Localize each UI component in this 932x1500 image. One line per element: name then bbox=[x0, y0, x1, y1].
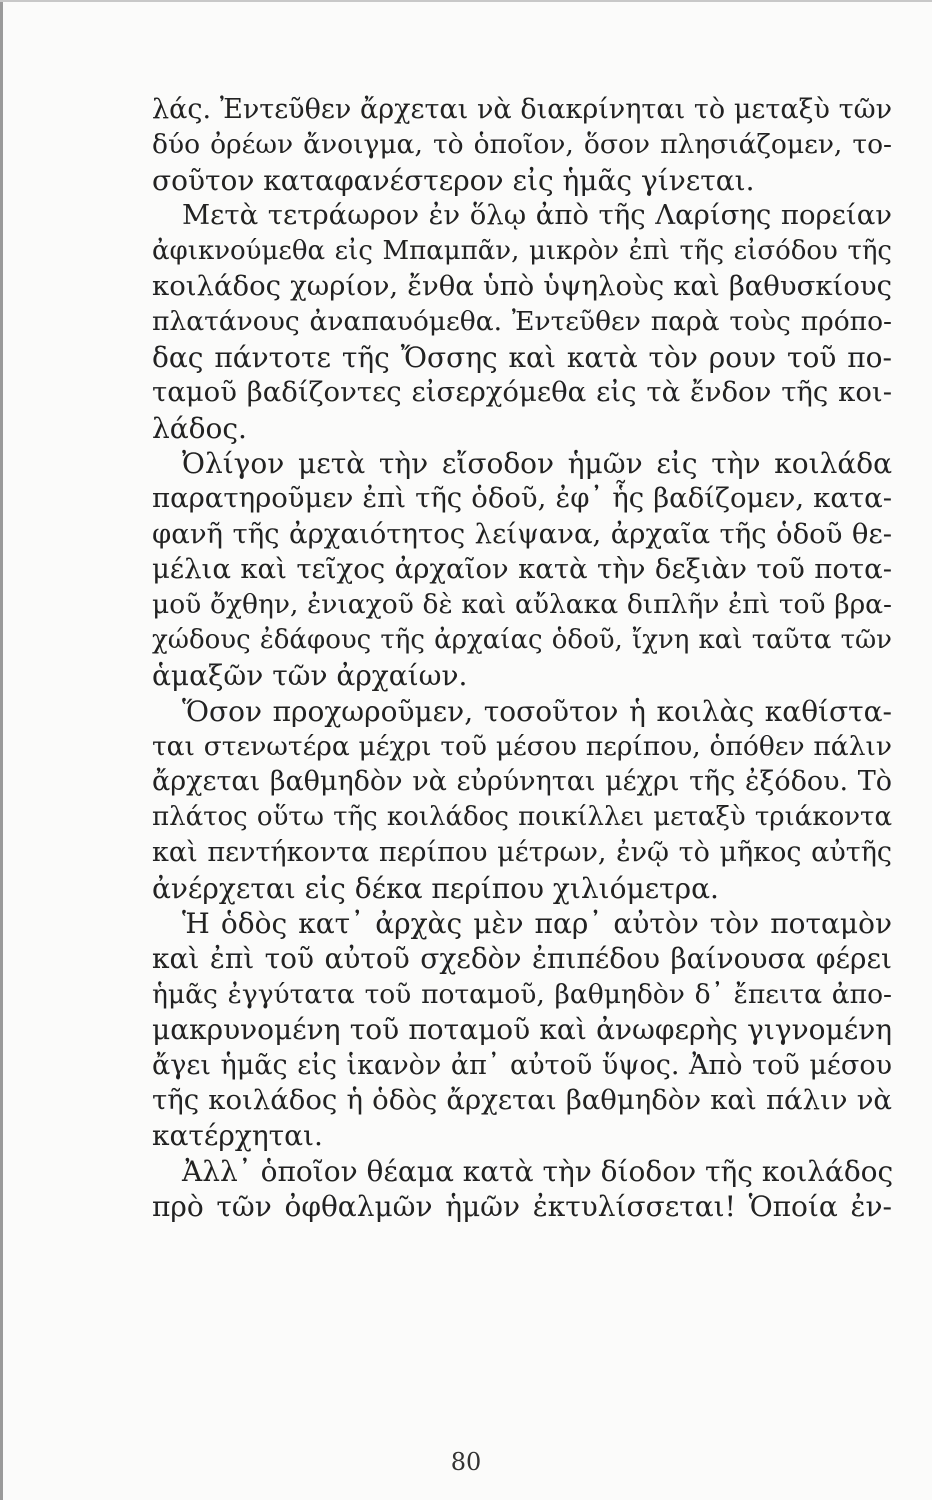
text-line: ἀφικνούμεθα εἰς Μπαμπᾶν, μικρὸν ἐπὶ τῆς εἰσόδου τῆς bbox=[152, 235, 892, 266]
text-line: Ὅσον προχωροῦμεν, τοσοῦτον ἡ κοιλὰς καθίστα- bbox=[182, 694, 892, 728]
text-line: καὶ πεντήκοντα περίπου μέτρων, ἐνῷ τὸ μῆκος αὐτῆς bbox=[152, 837, 892, 869]
text-line: πλατάνους ἀναπαυόμεθα. Ἐντεῦθεν παρὰ τοὺς πρόπο- bbox=[152, 306, 892, 338]
text-line: παρατηροῦμεν ἐπὶ τῆς ὁδοῦ, ἐφ᾽ ἧς βαδίζομεν, κατα- bbox=[152, 482, 892, 515]
text-line: Μετὰ τετράωρον ἐν ὅλῳ ἀπὸ τῆς Λαρίσης πορείαν bbox=[182, 199, 892, 232]
text-line: πρὸ τῶν ὀφθαλμῶν ἡμῶν ἐκτυλίσσεται! Ὁποία ἐν- bbox=[152, 1190, 892, 1224]
page-top-edge bbox=[0, 0, 932, 2]
text-line: καὶ ἐπὶ τοῦ αὐτοῦ σχεδὸν ἐπιπέδου βαίνουσα φέρει bbox=[152, 942, 892, 976]
text-line: δας πάντοτε τῆς Ὄσσης καὶ κατὰ τὸν ρουν τοῦ πο- bbox=[152, 340, 892, 374]
text-line: λάς. Ἐντεῦθεν ἄρχεται νὰ διακρίνηται τὸ μεταξὺ τῶν bbox=[152, 94, 892, 125]
text-line: κατέρχηται. bbox=[152, 1119, 323, 1153]
text-line: δύο ὀρέων ἄνοιγμα, τὸ ὁποῖον, ὅσον πλησιάζομεν, το- bbox=[152, 129, 892, 161]
text-line: ἄρχεται βαθμηδὸν νὰ εὐρύνηται μέχρι τῆς ἐξόδου. Τὸ bbox=[152, 766, 892, 798]
text-line: Ἀλλ᾽ ὁποῖον θέαμα κατὰ τὴν δίοδον τῆς κοιλάδος bbox=[182, 1154, 894, 1188]
text-line: ταμοῦ βαδίζοντες εἰσερχόμεθα εἰς τὰ ἔνδον τῆς κοι- bbox=[152, 376, 892, 409]
text-line: ἀνέρχεται εἰς δέκα περίπου χιλιόμετρα. bbox=[152, 871, 719, 905]
text-line: κοιλάδος χωρίον, ἔνθα ὑπὸ ὑψηλοὺς καὶ βαθυσκίους bbox=[152, 269, 892, 302]
page-number: 80 bbox=[450, 1448, 482, 1476]
text-line: λάδος. bbox=[152, 411, 247, 445]
text-line: σοῦτον καταφανέστερον εἰς ἡμᾶς γίνεται. bbox=[152, 163, 755, 197]
text-line: ται στενωτέρα μέχρι τοῦ μέσου περίπου, ὁπόθεν πάλιν bbox=[152, 731, 892, 763]
text-line: ἡμᾶς ἐγγύτατα τοῦ ποταμοῦ, βαθμηδὸν δ᾽ ἔπειτα ἀπο- bbox=[152, 978, 892, 1010]
text-line: φανῆ τῆς ἀρχαιότητος λείψανα, ἀρχαῖα τῆς ὁδοῦ θε- bbox=[152, 517, 892, 550]
text-line: ἁμαξῶν τῶν ἀρχαίων. bbox=[152, 659, 468, 693]
text-line: πλάτος οὕτω τῆς κοιλάδος ποικίλλει μεταξὺ τριάκοντα bbox=[152, 801, 892, 832]
text-line: χώδους ἐδάφους τῆς ἀρχαίας ὁδοῦ, ἴχνη καὶ ταῦτα τῶν bbox=[152, 624, 892, 655]
text-line: τῆς κοιλάδος ἡ ὁδὸς ἄρχεται βαθμηδὸν καὶ πάλιν νὰ bbox=[152, 1083, 892, 1116]
text-line: Ἡ ὁδὸς κατ᾽ ἀρχὰς μὲν παρ᾽ αὐτὸν τὸν ποταμὸν bbox=[182, 906, 892, 940]
body-text bbox=[152, 92, 892, 1225]
page-edge-shadow bbox=[0, 0, 3, 1500]
text-line: μακρυνομένη τοῦ ποταμοῦ καὶ ἀνωφερὴς γιγνομένη bbox=[152, 1013, 892, 1047]
text-line: Ὀλίγον μετὰ τὴν εἴσοδον ἡμῶν εἰς τὴν κοιλάδα bbox=[182, 446, 892, 480]
text-line: ἄγει ἡμᾶς εἰς ἱκανὸν ἀπ᾽ αὐτοῦ ὕψος. Ἀπὸ τοῦ μέσου bbox=[152, 1049, 892, 1081]
text-line: μοῦ ὄχθην, ἐνιαχοῦ δὲ καὶ αὔλακα διπλῆν ἐπὶ τοῦ βρα- bbox=[152, 589, 892, 621]
text-line: μέλια καὶ τεῖχος ἀρχαῖον κατὰ τὴν δεξιὰν τοῦ ποτα- bbox=[152, 553, 892, 586]
